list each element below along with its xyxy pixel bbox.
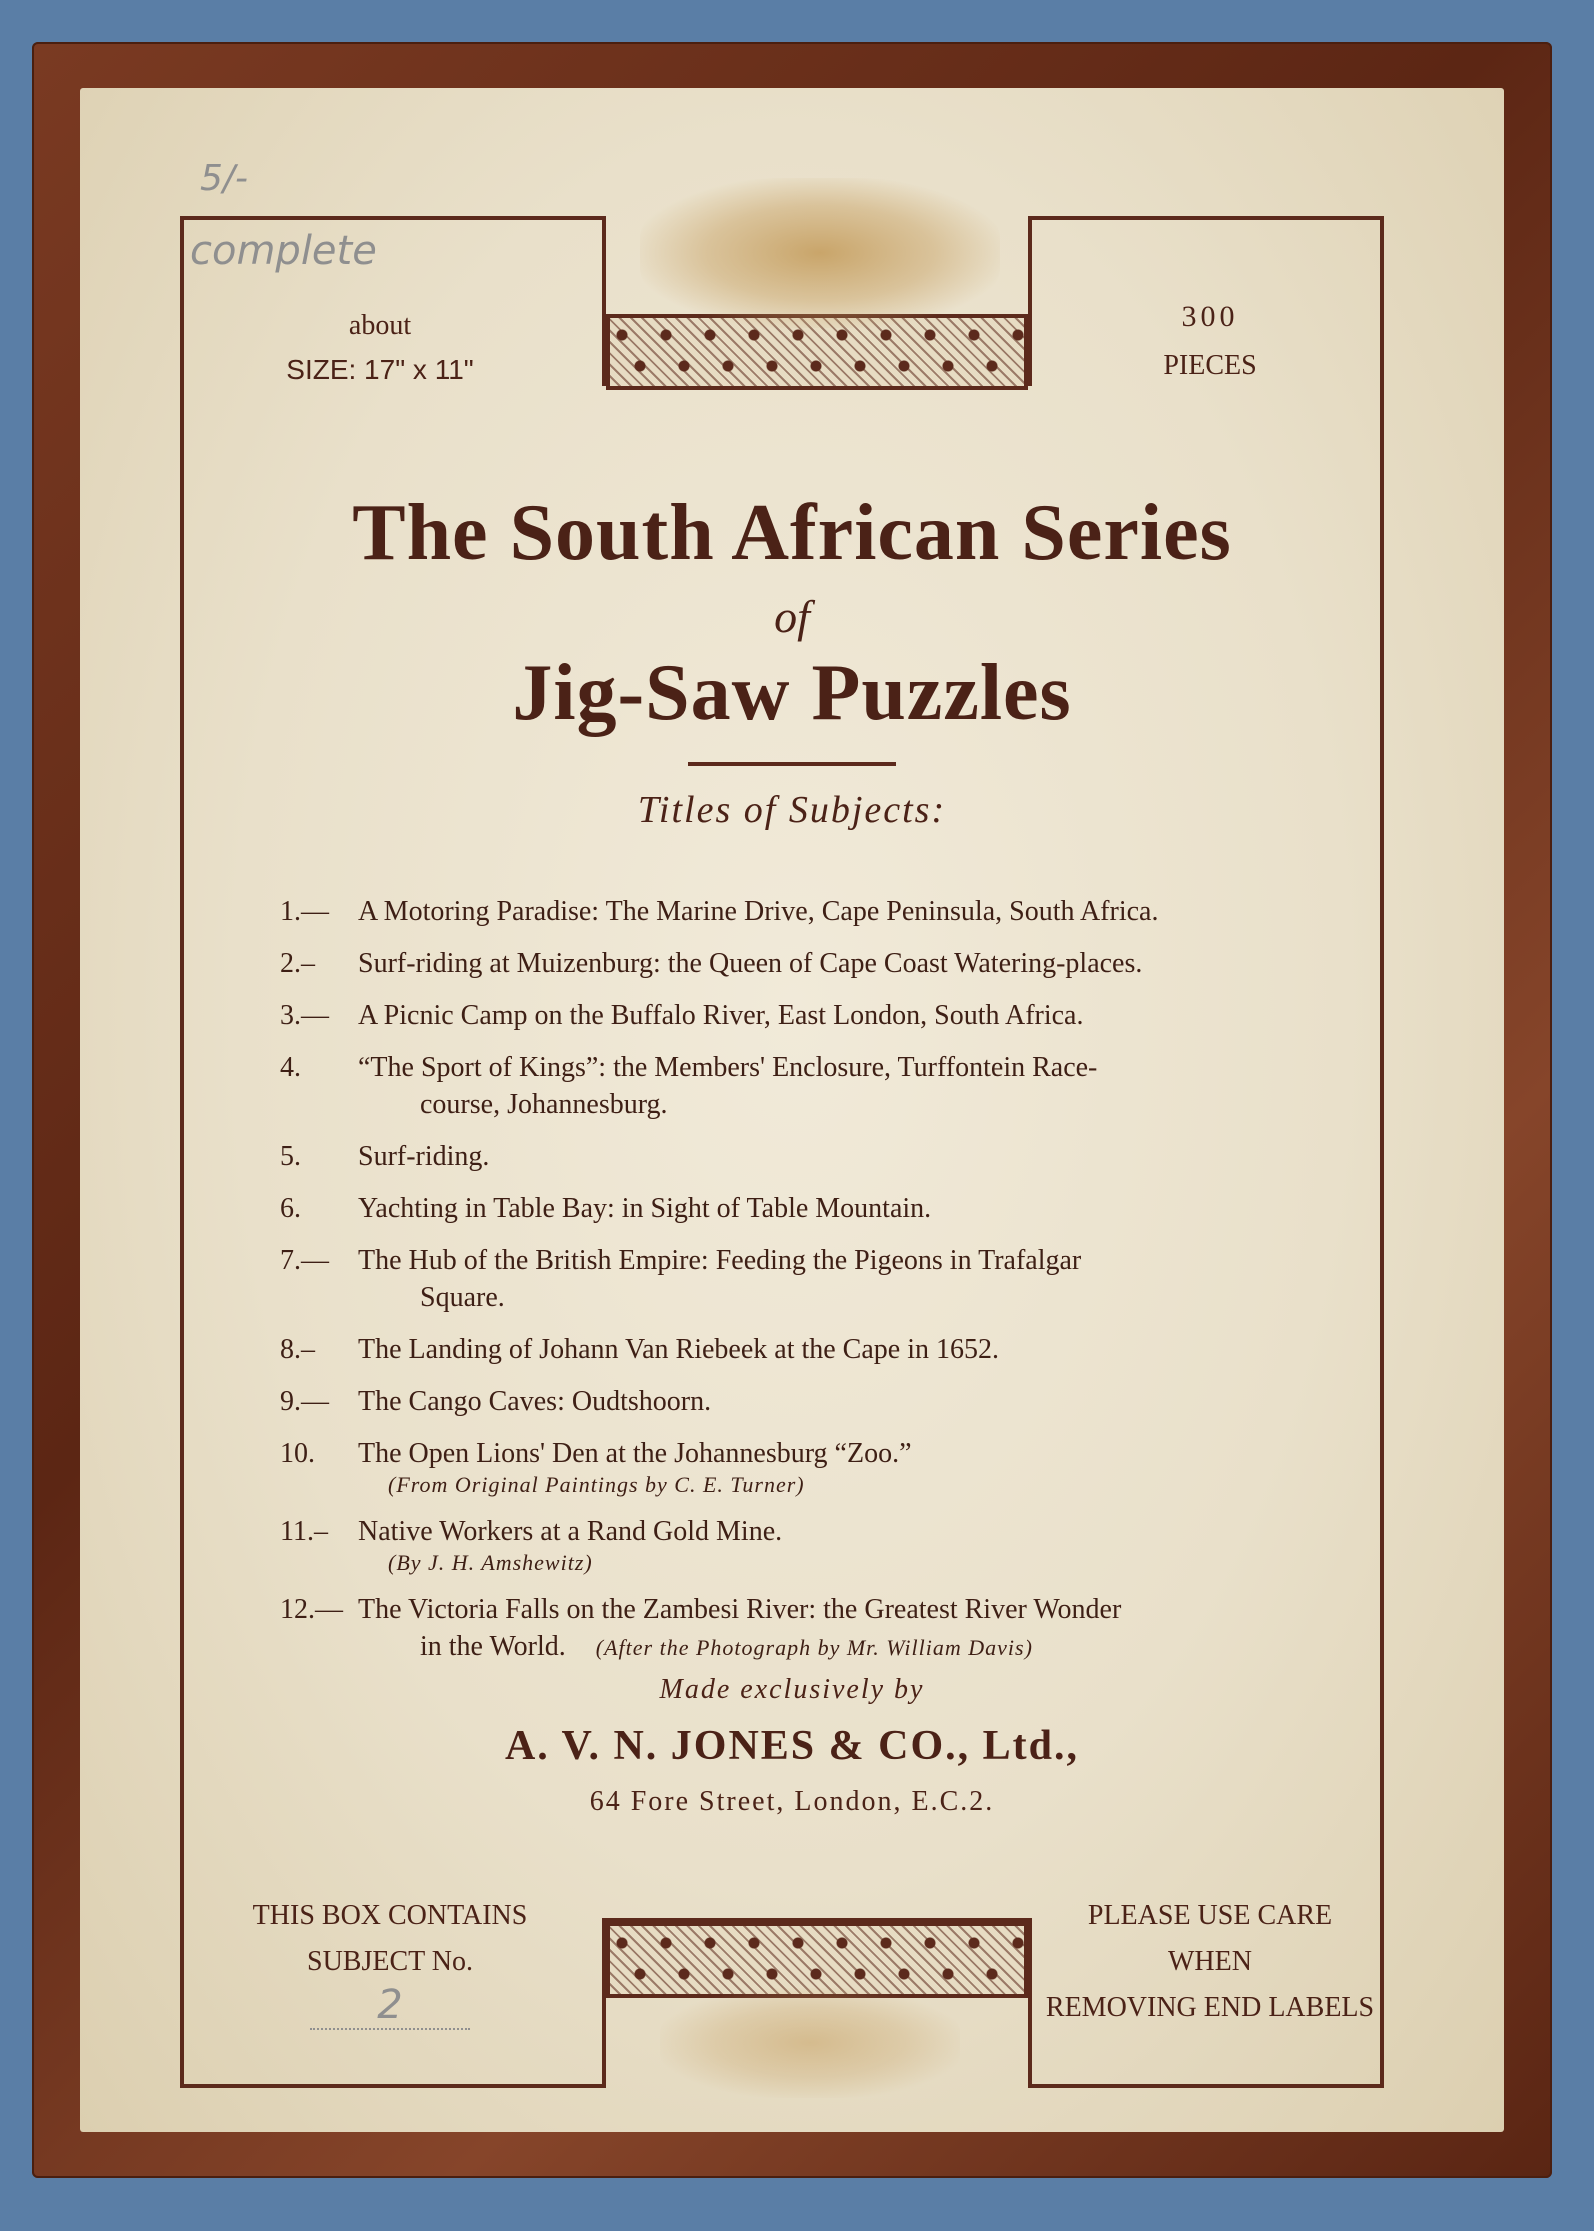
item-text: A Motoring Paradise: The Marine Drive, Cape Peninsula, South Africa. [358,896,1159,927]
item-credit: (From Original Paintings by C. E. Turner) [388,1472,805,1497]
box-contains-line1: THIS BOX CONTAINS [252,1900,528,1931]
handwritten-note: complete [190,228,377,274]
item-text: The Landing of Johann Van Riebeek at the Cape in 1652. [358,1334,999,1365]
maker-address: 64 Fore Street, London, E.C.2. [589,1786,995,1817]
item-credit: (By J. H. Amshewitz) [388,1550,593,1575]
water-stain [640,178,1000,328]
care-line3: REMOVING END LABELS [1045,1992,1375,2023]
list-item [280,1435,1400,1498]
maker-name: A. V. N. JONES & CO., Ltd., [504,1723,1080,1769]
item-text: The Cango Caves: Oudtshoorn. [358,1386,712,1417]
frame-bottom-right-inner [1028,1918,1032,2088]
care-line2: WHEN [1168,1946,1252,1977]
item-continuation: course, Johannesburg. [420,1089,668,1120]
handwritten-price: 5/- [200,158,249,199]
item-number: 3.— [280,1000,329,1031]
item-number: 6. [280,1193,301,1224]
floral-band-bottom [606,1922,1028,1998]
puzzle-box-lid [32,42,1552,2178]
item-number: 7.— [280,1245,329,1276]
handwritten-subject-number: 2 [310,1982,470,2030]
frame-right-top-rule [1028,216,1384,220]
item-number: 10. [280,1438,315,1469]
list-item [280,1190,1400,1227]
title-rule [688,762,896,766]
item-text: Surf-riding. [358,1141,490,1172]
list-item [280,1591,1400,1666]
item-number: 4. [280,1052,301,1083]
title-line2: Jig-Saw Puzzles [512,649,1072,737]
list-item [280,1331,1400,1368]
subjects-list [280,893,1400,1681]
list-item [280,1383,1400,1420]
item-text: The Victoria Falls on the Zambesi River: the Greatest River Wonder [358,1594,1122,1625]
subjects-heading: Titles of Subjects: [637,789,947,831]
item-number: 12.— [280,1594,343,1625]
item-number: 2.– [280,948,315,979]
item-number: 1.— [280,896,329,927]
item-continuation-text: in the World. [420,1631,566,1662]
pieces-label: PIECES [1163,350,1257,381]
item-continuation [358,1628,1400,1666]
list-item [280,997,1400,1034]
list-item [280,893,1400,930]
item-number: 5. [280,1141,301,1172]
item-text: Native Workers at a Rand Gold Mine. [358,1516,783,1547]
frame-left-top-rule [180,216,606,220]
size-label: SIZE: 17" x 11" [286,354,474,385]
item-number: 8.– [280,1334,315,1365]
item-text: Yachting in Table Bay: in Sight of Table Mountain. [358,1193,932,1224]
list-item [280,1242,1400,1316]
item-text: The Open Lions' Den at the Johannesburg “Zoo.” [358,1438,912,1469]
item-credit: (After the Photograph by Mr. William Davis) [595,1635,1033,1660]
list-item [280,1049,1400,1123]
water-stain [660,1988,960,2098]
item-continuation: Square. [420,1282,505,1313]
list-item [280,945,1400,982]
list-item [280,1513,1400,1576]
pieces-count: 300 [1181,300,1239,333]
item-text: A Picnic Camp on the Buffalo River, East London, South Africa. [358,1000,1084,1031]
size-about: about [348,310,412,341]
frame-right-bottom-rule [1028,2084,1384,2088]
lid-label [80,88,1504,2132]
box-contains-line2: SUBJECT No. [307,1946,473,1977]
frame-left-bottom-rule [180,2084,606,2088]
title-of: of [774,591,810,642]
item-number: 11.– [280,1516,328,1547]
item-text: “The Sport of Kings”: the Members' Enclosure, Turffontein Race- [358,1052,1098,1083]
list-item [280,1138,1400,1175]
item-number: 9.— [280,1386,329,1417]
item-text: Surf-riding at Muizenburg: the Queen of Cape Coast Watering-places. [358,948,1143,979]
title-line1: The South African Series [352,489,1232,577]
frame-top-right-inner [1028,216,1032,386]
item-text: The Hub of the British Empire: Feeding the Pigeons in Trafalgar [358,1245,1082,1276]
care-line1: PLEASE USE CARE [1087,1900,1333,1931]
maker-intro: Made exclusively by [659,1674,925,1705]
